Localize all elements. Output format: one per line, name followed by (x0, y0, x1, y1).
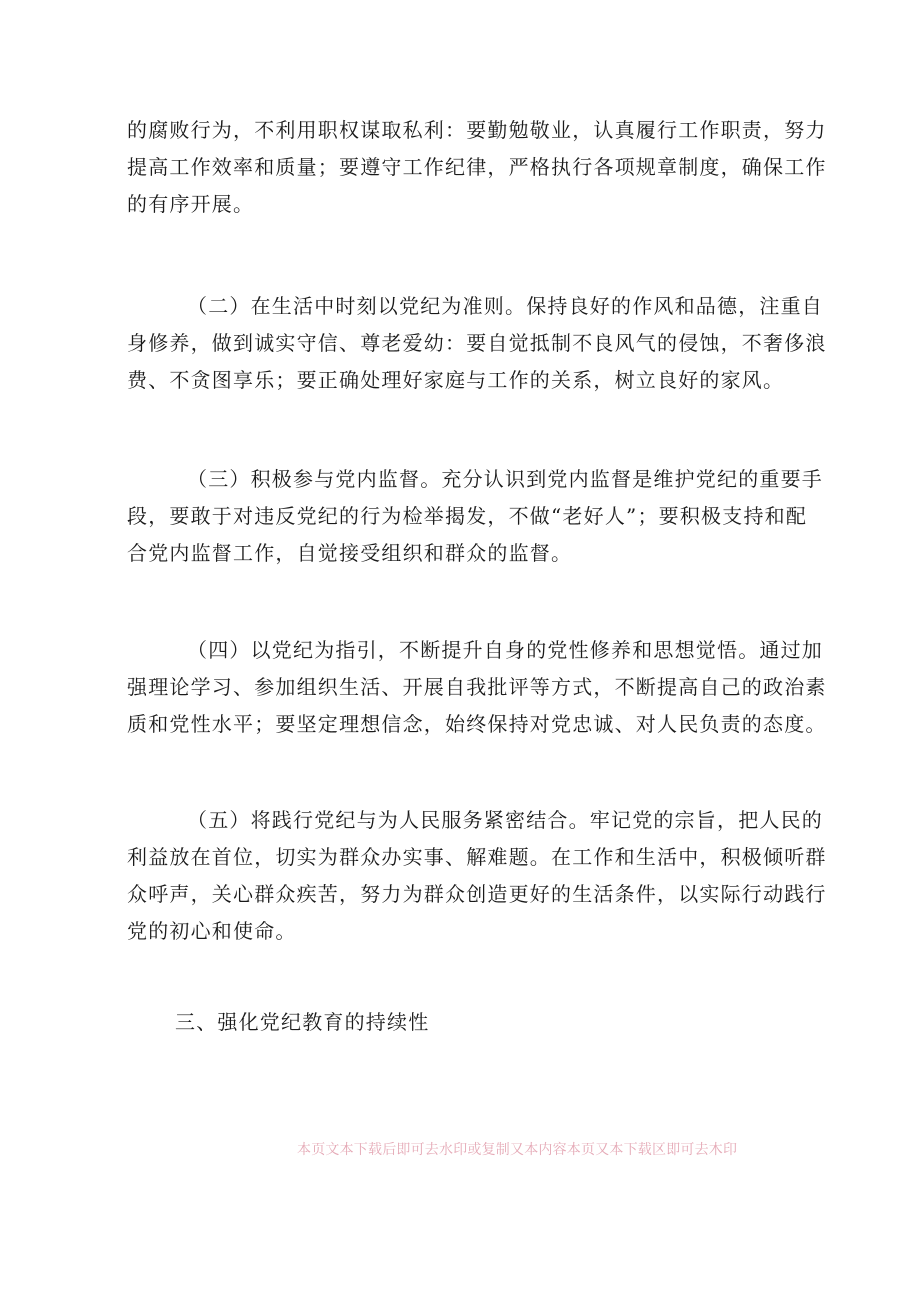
paragraph-2 (127, 288, 827, 399)
paragraph-3 (127, 461, 823, 572)
paragraph-5 (127, 802, 827, 950)
text-line: 党的初心和使命。 (127, 919, 297, 943)
text-line: 费、不贪图享乐；要正确处理好家庭与工作的关系，树立良好的家风。 (127, 368, 785, 392)
text-line: （三）积极参与党内监督。充分认识到党内监督是维护党纪的重要手 (187, 467, 823, 491)
text-line: 众呼声，关心群众疾苦，努力为群众创造更好的生活条件，以实际行动践行 (127, 882, 827, 906)
text-line: 质和党性水平；要坚定理想信念，始终保持对党忠诚、对人民负责的态度。 (127, 712, 827, 736)
section-heading: 三、强化党纪教育的持续性 (175, 1010, 430, 1034)
text-line: 强理论学习、参加组织生活、开展自我批评等方式，不断提高自己的政治素 (127, 675, 827, 699)
paragraph-4 (127, 632, 827, 743)
text-line: （二）在生活中时刻以党纪为准则。保持良好的作风和品德，注重自 (187, 294, 823, 318)
text-line: （四）以党纪为指引，不断提升自身的党性修养和思想觉悟。通过加 (187, 638, 823, 662)
text-line: 的有序开展。 (127, 192, 255, 216)
download-watermark-text: 本页文本下载后即可去水印或复制又本内容本页又本下载区即可去木印 (297, 1142, 738, 1158)
text-line: 利益放在首位，切实为群众办实事、解难题。在工作和生活中，积极倾听群 (127, 845, 827, 869)
text-line: 提高工作效率和质量；要遵守工作纪律，严格执行各项规章制度，确保工作 (127, 155, 827, 179)
text-line: （五）将践行党纪与为人民服务紧密结合。牢记党的宗旨，把人民的 (187, 808, 823, 832)
text-line: 身修养，做到诚实守信、尊老爱幼：要自觉抵制不良风气的侵蚀，不奢侈浪 (127, 331, 827, 355)
text-line: 合党内监督工作，自觉接受组织和群众的监督。 (127, 541, 573, 565)
text-line: 段，要敢于对违反党纪的行为检举揭发，不做“老好人”；要积极支持和配 (127, 504, 808, 528)
text-line: 的腐败行为，不利用职权谋取私利：要勤勉敬业，认真履行工作职责，努力 (127, 118, 827, 142)
paragraph-1 (127, 112, 827, 223)
